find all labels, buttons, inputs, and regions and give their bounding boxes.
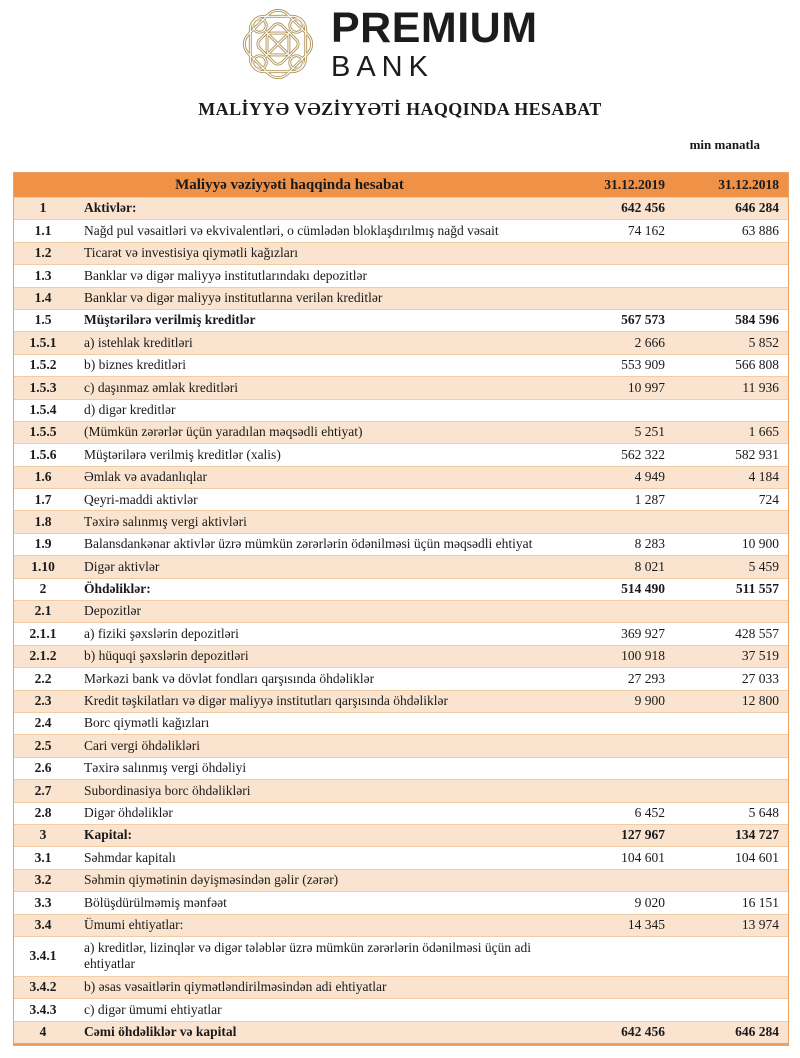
row-label: Cəmi öhdəliklər və kapital	[84, 1024, 237, 1040]
row-value-2019: 8 021	[634, 558, 665, 574]
row-label: Balansdankənar aktivlər üzrə mümkün zərərlərin ödənilməsi üçün məqsədli ehtiyat	[84, 536, 533, 552]
row-label: Qeyri-maddi aktivlər	[84, 491, 198, 507]
row-value-2019: 553 909	[621, 357, 665, 373]
row-label: Ticarət və investisiya qiymətli kağızları	[84, 245, 298, 261]
row-value-2019: 6 452	[634, 805, 665, 820]
row-number: 1.5.5	[29, 424, 57, 440]
row-value-2018: 10 900	[741, 536, 779, 552]
table-row	[14, 443, 788, 465]
row-value-2019: 1 287	[634, 491, 665, 507]
row-label: Subordinasiya borc öhdəlikləri	[84, 782, 251, 798]
row-value-2019: 9 900	[634, 693, 665, 709]
row-label: Digər öhdəliklər	[84, 805, 173, 820]
table-row	[14, 734, 788, 756]
row-number: 1.9	[34, 536, 52, 552]
row-label: c) digər ümumi ehtiyatlar	[84, 1001, 222, 1017]
row-value-2018: 11 936	[742, 379, 779, 395]
row-number: 1.5.3	[29, 379, 57, 395]
table-row	[14, 219, 788, 241]
row-label: Nağd pul vəsaitləri və ekvivalentləri, o cümlədən bloklaşdırılmış nağd vəsait	[84, 222, 499, 238]
row-value-2018: 27 033	[741, 670, 779, 686]
financial-position-table	[13, 172, 789, 1046]
table-row	[14, 578, 788, 600]
row-number: 4	[39, 1024, 47, 1040]
table-row	[14, 376, 788, 398]
row-label: d) digər kreditlər	[84, 401, 176, 417]
row-number: 3.2	[34, 872, 52, 888]
table-row	[14, 197, 788, 219]
logo-wordmark	[331, 4, 538, 83]
table-row	[14, 846, 788, 868]
row-number: 2.8	[34, 805, 52, 820]
row-number: 3.4.3	[29, 1001, 57, 1017]
row-value-2019: 562 322	[621, 446, 665, 462]
row-number: 2	[39, 581, 47, 597]
row-value-2018: 13 974	[741, 916, 779, 932]
row-value-2018: 4 184	[748, 469, 779, 485]
row-value-2019: 567 573	[621, 312, 665, 328]
row-value-2019: 5 251	[634, 424, 665, 440]
row-label: Ümumi ehtiyatlar:	[84, 916, 184, 932]
row-number: 3	[39, 827, 47, 843]
table-row	[14, 936, 788, 976]
table-row	[14, 914, 788, 936]
row-label: Müştərilərə verilmiş kreditlər (xalis)	[84, 446, 281, 462]
row-value-2018: 16 151	[741, 894, 779, 910]
row-value-2018: 5 648	[748, 805, 779, 820]
row-value-2018: 646 284	[735, 1024, 779, 1040]
row-value-2019: 4 949	[634, 469, 665, 485]
row-value-2019: 9 020	[634, 894, 665, 910]
row-label: Əmlak və avadanlıqlar	[84, 469, 207, 485]
row-number: 1.5.4	[29, 401, 57, 417]
row-number: 3.4	[34, 916, 52, 932]
row-label: Digər aktivlər	[84, 558, 160, 574]
table-row	[14, 622, 788, 644]
row-number: 1.5.1	[29, 334, 57, 350]
row-number: 2.3	[34, 693, 52, 709]
column-header-2018: 31.12.2018	[718, 177, 779, 192]
table-row	[14, 399, 788, 421]
table-row	[14, 712, 788, 734]
table-row	[14, 510, 788, 532]
row-value-2019: 127 967	[621, 827, 665, 843]
table-row	[14, 242, 788, 264]
row-label: Mərkəzi bank və dövlət fondları qarşısında öhdəliklər	[84, 670, 375, 686]
row-number: 2.4	[34, 715, 52, 731]
row-label: Banklar və digər maliyyə institutlarındakı depozitlər	[84, 267, 368, 283]
row-value-2019: 27 293	[627, 670, 665, 686]
table-row	[14, 600, 788, 622]
table-row	[14, 1021, 788, 1043]
row-number: 3.1	[34, 849, 52, 865]
row-number: 1.1	[34, 222, 52, 238]
row-value-2018: 582 931	[735, 446, 779, 462]
table-row	[14, 466, 788, 488]
table-row	[14, 264, 788, 286]
row-label: b) əsas vəsaitlərin qiymətləndirilməsindən adi ehtiyatlar	[84, 979, 387, 995]
premium-bank-logo-emblem	[236, 1, 320, 87]
page-title: MALİYYƏ VƏZİYYƏTİ HAQQINDA HESABAT	[198, 99, 602, 119]
column-header-2019: 31.12.2019	[604, 177, 665, 192]
row-label: Öhdəliklər:	[84, 581, 151, 597]
row-value-2018: 12 800	[741, 693, 779, 709]
table-row	[14, 779, 788, 801]
row-value-2019: 14 345	[627, 916, 665, 932]
row-number: 1.5.2	[29, 357, 57, 373]
row-label: Təxirə salınmış vergi öhdəliyi	[84, 760, 247, 776]
row-label: c) daşınmaz əmlak kreditləri	[84, 379, 239, 395]
table-row	[14, 309, 788, 331]
table-row	[14, 354, 788, 376]
row-label: Müştərilərə verilmiş kreditlər	[84, 312, 256, 328]
row-value-2019: 10 997	[627, 379, 665, 395]
table-row	[14, 757, 788, 779]
row-label: b) hüquqi şəxslərin depozitləri	[84, 648, 249, 664]
unit-note: min manatla	[689, 137, 760, 152]
row-value-2018: 428 557	[735, 625, 779, 641]
row-label: Kredit təşkilatları və digər maliyyə institutları qarşısında öhdəliklər	[84, 693, 449, 709]
table-body	[14, 197, 788, 1043]
row-label: Banklar və digər maliyyə institutlarına verilən kreditlər	[84, 290, 383, 306]
row-label: Borc qiymətli kağızları	[84, 715, 210, 731]
table-row	[14, 802, 788, 824]
row-value-2019: 8 283	[634, 536, 665, 552]
row-label: Kapital:	[84, 827, 133, 843]
row-label: Depozitlər	[84, 603, 141, 619]
row-number: 2.5	[34, 737, 52, 753]
row-label: a) fiziki şəxslərin depozitləri	[84, 625, 239, 641]
row-label: Cari vergi öhdəlikləri	[84, 737, 200, 753]
row-number: 1.7	[34, 491, 52, 507]
logo-bank-text: BANK	[331, 51, 434, 83]
table-row	[14, 824, 788, 846]
row-number: 2.2	[34, 670, 52, 686]
row-number: 1.5.6	[29, 446, 57, 462]
row-number: 1.8	[34, 513, 52, 529]
row-label: a) kreditlər, lizinqlər və digər tələblər üzrə mümkün zərərlərin ödənilməsi üçün adi ehtiyatlar	[84, 939, 532, 972]
row-label: Aktivlər:	[84, 200, 137, 216]
row-value-2018: 5 459	[748, 558, 779, 574]
table-row	[14, 488, 788, 510]
row-value-2018: 511 557	[735, 581, 779, 597]
table-header-row	[14, 173, 788, 197]
row-number: 2.1.2	[29, 648, 57, 664]
row-number: 3.4.1	[29, 948, 57, 964]
row-value-2019: 642 456	[621, 200, 665, 216]
logo-premium-text: PREMIUM	[331, 4, 538, 52]
table-row	[14, 667, 788, 689]
row-value-2018: 566 808	[735, 357, 779, 373]
row-number: 2.6	[34, 760, 52, 776]
table-row	[14, 976, 788, 998]
row-label: Səhmdar kapitalı	[84, 849, 176, 865]
table-row	[14, 891, 788, 913]
row-number: 3.3	[34, 894, 52, 910]
row-number: 1.2	[34, 245, 52, 261]
row-number: 1.4	[34, 290, 52, 306]
row-value-2018: 724	[758, 491, 779, 507]
row-value-2018: 646 284	[735, 200, 779, 216]
row-number: 1.3	[34, 267, 52, 283]
row-label: (Mümkün zərərlər üçün yaradılan məqsədli ehtiyat)	[84, 424, 363, 440]
row-number: 3.4.2	[29, 979, 57, 995]
row-value-2019: 100 918	[621, 648, 665, 664]
row-value-2019: 369 927	[621, 625, 665, 641]
row-value-2018: 104 601	[735, 849, 779, 865]
table-row	[14, 690, 788, 712]
row-label: Təxirə salınmış vergi aktivləri	[84, 513, 247, 529]
row-value-2019: 2 666	[634, 334, 665, 350]
row-value-2018: 37 519	[741, 648, 779, 664]
row-number: 2.1.1	[29, 625, 57, 641]
row-value-2018: 584 596	[735, 312, 779, 328]
table-row	[14, 869, 788, 891]
table-row	[14, 287, 788, 309]
table-row	[14, 555, 788, 577]
row-number: 2.1	[34, 603, 52, 619]
row-value-2018: 134 727	[735, 827, 779, 843]
row-value-2018: 63 886	[741, 222, 779, 238]
table-row	[14, 533, 788, 555]
row-number: 1.6	[34, 469, 52, 485]
table-row	[14, 998, 788, 1020]
row-number: 1.10	[31, 558, 55, 574]
table-row	[14, 331, 788, 353]
row-value-2019: 514 490	[621, 581, 665, 597]
row-value-2019: 642 456	[621, 1024, 665, 1040]
row-value-2019: 74 162	[627, 222, 665, 238]
row-label: a) istehlak kreditləri	[84, 334, 193, 350]
row-label: b) biznes kreditləri	[84, 357, 186, 373]
table-header-title: Maliyyə vəziyyəti haqqinda hesabat	[175, 176, 404, 193]
row-label: Bölüşdürülməmiş mənfəət	[84, 894, 227, 910]
row-number: 1	[39, 200, 47, 216]
row-number: 2.7	[34, 782, 52, 798]
row-value-2019: 104 601	[621, 849, 665, 865]
row-value-2018: 5 852	[748, 334, 779, 350]
row-value-2018: 1 665	[748, 424, 779, 440]
row-number: 1.5	[34, 312, 52, 328]
table-row	[14, 421, 788, 443]
table-row	[14, 645, 788, 667]
row-label: Səhmin qiymətinin dəyişməsindən gəlir (zərər)	[84, 872, 339, 888]
